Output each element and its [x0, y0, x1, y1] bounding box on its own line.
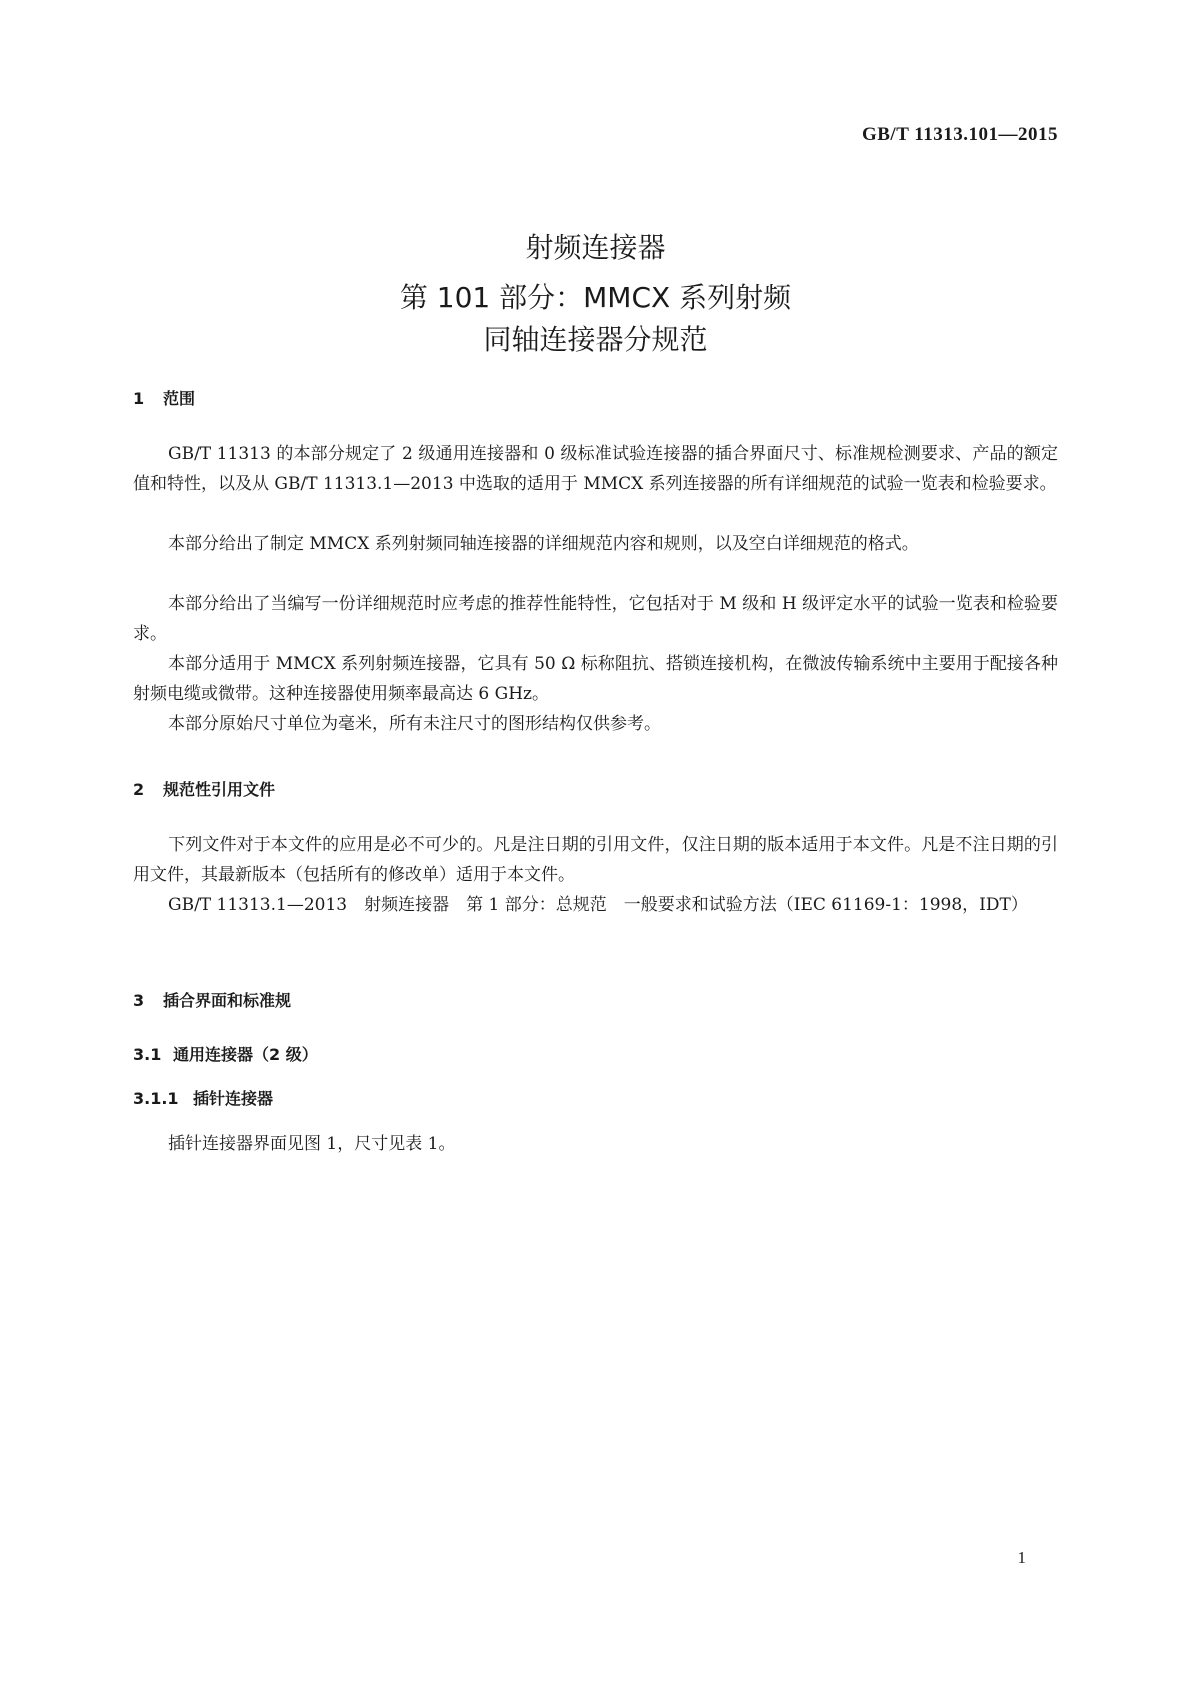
section-number: 1 — [133, 389, 145, 408]
section-3-1-heading — [133, 1042, 318, 1065]
paragraph: 插针连接器界面见图 1，尺寸见表 1。 — [168, 1134, 456, 1154]
paragraph: 本部分适用于 MMCX 系列射频连接器，它具有 50 Ω 标称阻抗、搭锁连接机构，在微波传输系统中主要用于配接各种射频电缆或微带。这种连接器使用频率最高达 6 GHz。 — [133, 654, 1058, 704]
section-3-heading — [133, 988, 291, 1011]
paragraph: 本部分原始尺寸单位为毫米，所有未注尺寸的图形结构仅供参考。 — [168, 714, 661, 734]
paragraph: 本部分给出了当编写一份详细规范时应考虑的推荐性能特性，它包括对于 M 级和 H 级评定水平的试验一览表和检验要求。 — [133, 594, 1058, 644]
section-number: 2 — [133, 780, 145, 799]
section-title: 插针连接器 — [193, 1089, 274, 1108]
title-line-1: 射频连接器 — [525, 231, 666, 264]
section-1-heading — [133, 386, 195, 409]
section-title: 规范性引用文件 — [163, 780, 276, 799]
section-number: 3 — [133, 991, 145, 1010]
section-number: 3.1.1 — [133, 1089, 179, 1108]
paragraph: 下列文件对于本文件的应用是必不可少的。凡是注日期的引用文件，仅注日期的版本适用于本文件。凡是不注日期的引用文件，其最新版本（包括所有的修改单）适用于本文件。 — [133, 835, 1058, 885]
section-title: 通用连接器（2 级） — [173, 1045, 318, 1064]
section-2-heading — [133, 777, 275, 800]
reference-entry: GB/T 11313.1—2013 射频连接器 第 1 部分：总规范 一般要求和试验方法（IEC 61169-1：1998，IDT） — [168, 895, 1028, 915]
paragraph: GB/T 11313 的本部分规定了 2 级通用连接器和 0 级标准试验连接器的插合界面尺寸、标准规检测要求、产品的额定值和特性，以及从 GB/T 11313.1—2013 中选取的适用于 MMCX 系列连接器的所有详细规范的试验一览表和检验要求。 — [133, 444, 1058, 494]
page-number: 1 — [1017, 1548, 1026, 1567]
section-number: 3.1 — [133, 1045, 162, 1064]
standard-code: GB/T 11313.101—2015 — [861, 124, 1058, 145]
title-line-3: 同轴连接器分规范 — [483, 323, 708, 356]
section-3-1-1-heading — [133, 1086, 273, 1109]
section-title: 插合界面和标准规 — [163, 991, 292, 1010]
section-title: 范围 — [163, 389, 196, 408]
paragraph: 本部分给出了制定 MMCX 系列射频同轴连接器的详细规范内容和规则，以及空白详细规范的格式。 — [168, 534, 919, 554]
title-line-2: 第 101 部分：MMCX 系列射频 — [399, 281, 792, 314]
